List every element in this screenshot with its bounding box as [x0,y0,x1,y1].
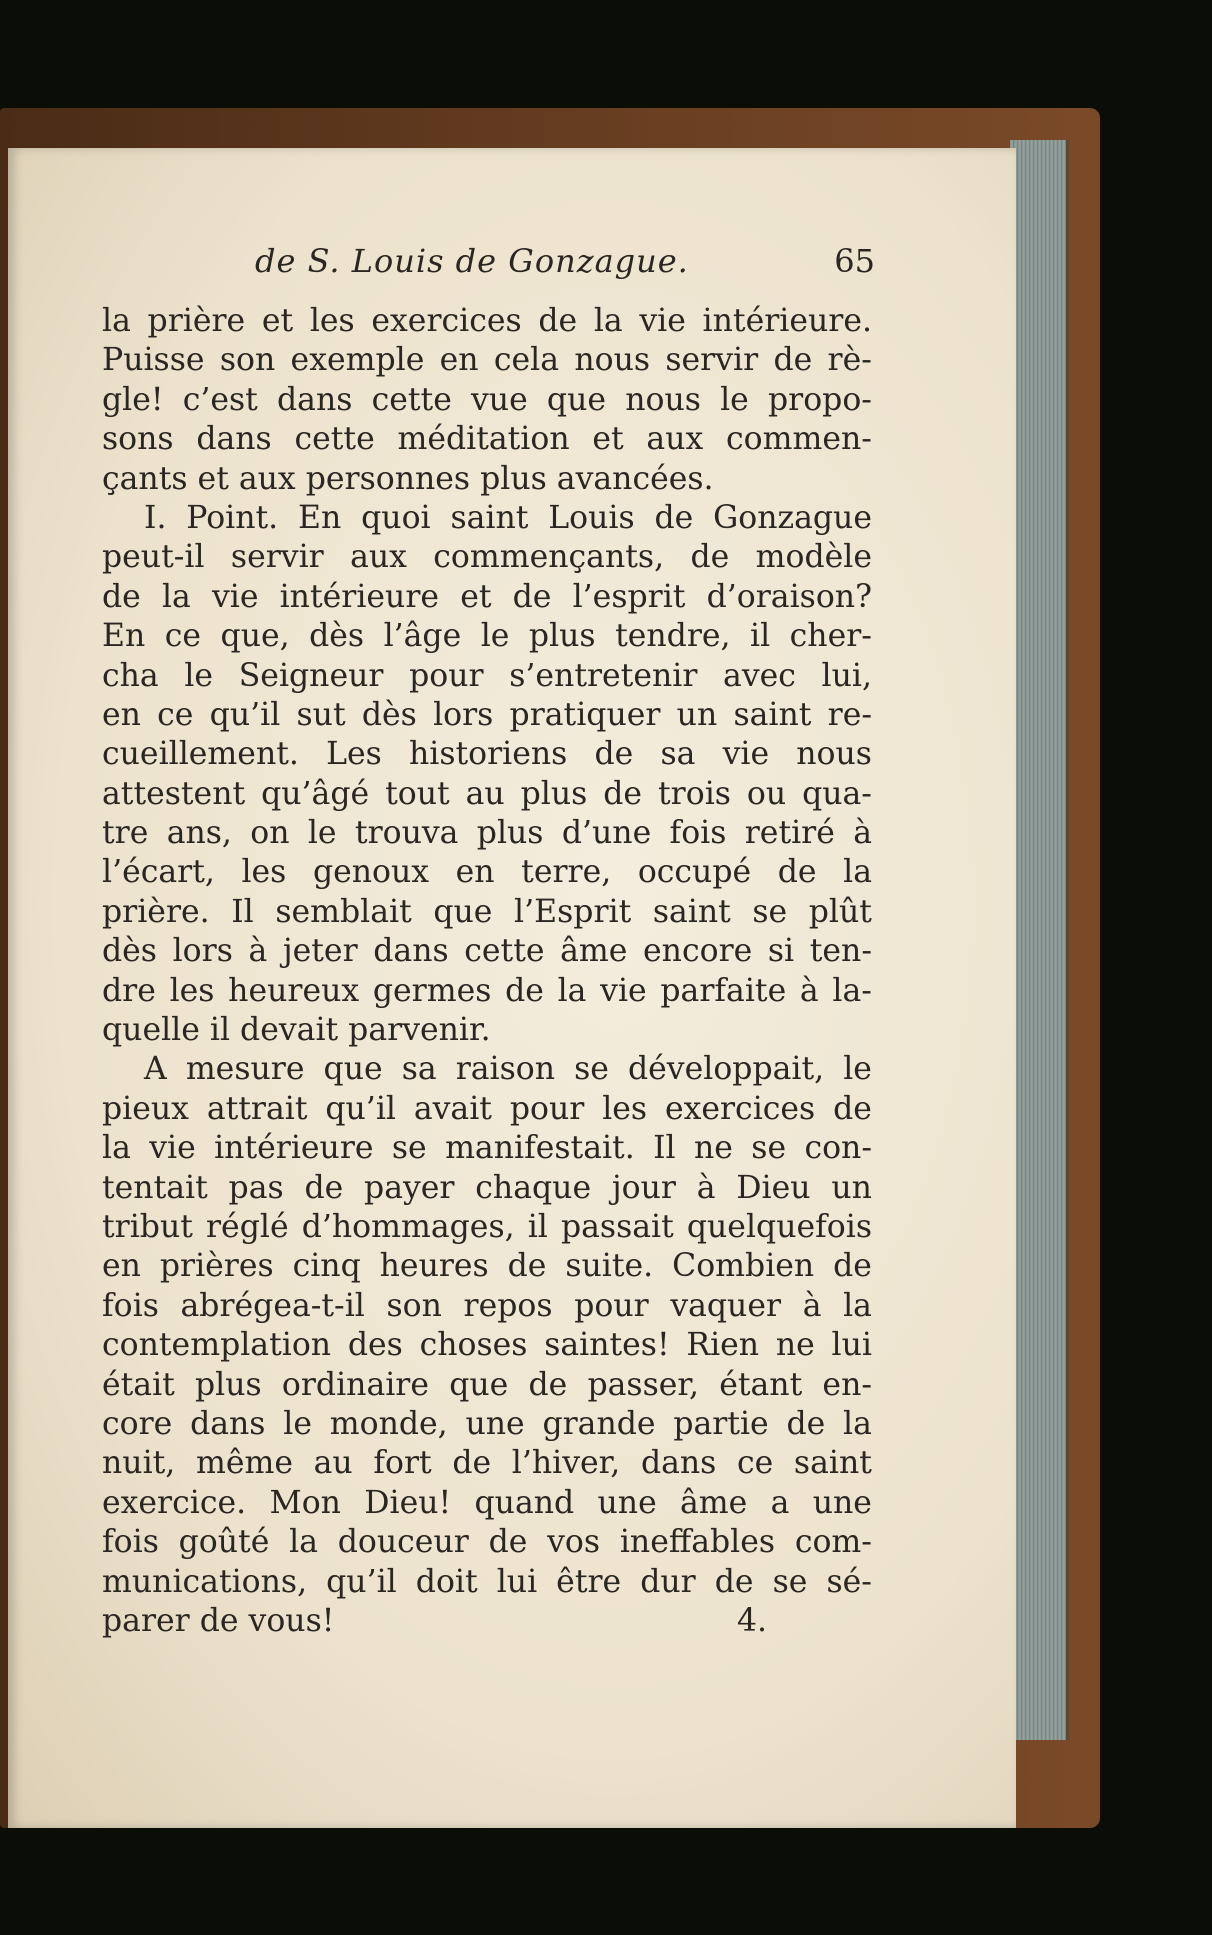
text-line: I. Point. En quoi saint Louis de Gonzague [144,499,872,536]
body-text [102,302,872,1641]
text-line: nuit, même au fort de l’hiver, dans ce saint [102,1445,872,1482]
text-line: la vie intérieure se manifestait. Il ne se con- [102,1130,872,1167]
text-line: dès lors à jeter dans cette âme encore si ten- [102,933,872,970]
page-number: 65 [834,242,875,280]
text-line: munications, qu’il doit lui être dur de se sé- [102,1563,872,1600]
text-line: A mesure que sa raison se développait, le [144,1051,872,1088]
text-line: fois goûté la douceur de vos ineffables com- [102,1524,872,1561]
text-line: exercice. Mon Dieu! quand une âme a une [102,1484,872,1521]
text-line: tribut réglé d’hommages, il passait quelquefois [102,1208,872,1245]
text-line: en ce qu’il sut dès lors pratiquer un saint re- [102,696,872,733]
text-line: cueillement. Les historiens de sa vie nous [102,736,872,773]
page-edges [1010,140,1069,1740]
signature-mark: 4. [736,1602,767,1639]
running-title: de S. Louis de Gonzague. [255,242,689,280]
text-line: en prières cinq heures de suite. Combien de [102,1248,872,1285]
text-line: prière. Il semblait que l’Esprit saint se plût [102,893,872,930]
final-line [102,1602,872,1641]
text-line: gle! c’est dans cette vue que nous le propo- [102,381,872,418]
text-line: tentait pas de payer chaque jour à Dieu un [102,1169,872,1206]
text-line: attestent qu’âgé tout au plus de trois ou qua- [102,775,872,812]
text-line: cha le Seigneur pour s’entretenir avec lui, [102,657,872,694]
text-line: core dans le monde, une grande partie de la [102,1405,872,1442]
text-line: quelle il devait parvenir. [102,1012,491,1049]
text-line: En ce que, dès l’âge le plus tendre, il cher- [102,618,872,655]
text-line: sons dans cette méditation et aux commen- [102,421,872,458]
text-line: de la vie intérieure et de l’esprit d’oraison? [102,578,872,615]
text-line: l’écart, les genoux en terre, occupé de la [102,854,872,891]
text-line: pieux attrait qu’il avait pour les exercices de [102,1090,872,1127]
text-line: tre ans, on le trouva plus d’une fois retiré à [102,815,872,852]
text-line: la prière et les exercices de la vie intérieure. [102,303,872,339]
text-line: fois abrégea-t-il son repos pour vaquer à la [102,1287,872,1324]
page-header [255,242,875,292]
text-line: Puisse son exemple en cela nous servir de rè- [102,342,872,379]
text-line: contemplation des choses saintes! Rien ne lui [102,1327,872,1364]
final-line-text: parer de vous! [102,1602,335,1639]
text-line: çants et aux personnes plus avancées. [102,460,714,497]
text-line: était plus ordinaire que de passer, étant en- [102,1366,872,1403]
text-line: peut-il servir aux commençants, de modèle [102,539,872,576]
text-line: dre les heureux germes de la vie parfaite à la- [102,972,872,1009]
